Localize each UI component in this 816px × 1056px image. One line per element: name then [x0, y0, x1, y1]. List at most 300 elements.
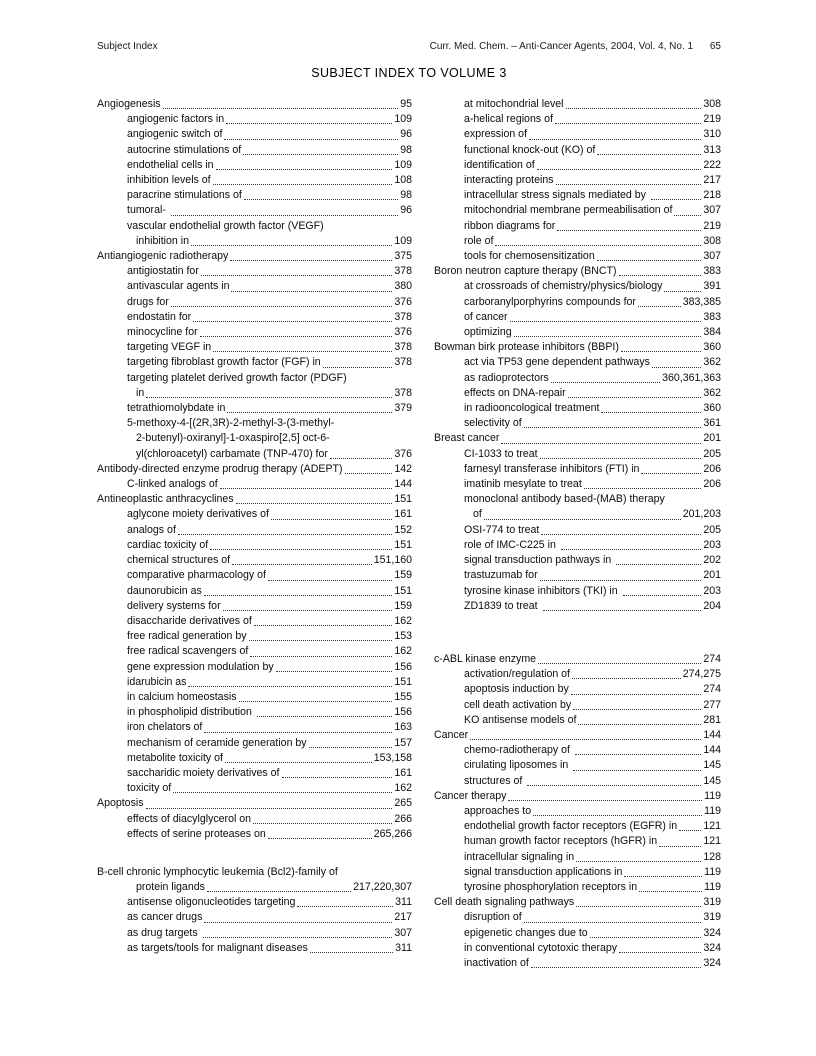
dot-leader: [309, 747, 393, 748]
dot-leader: [163, 108, 399, 109]
entry-text: antigiostatin for: [127, 265, 199, 278]
page-number: 153: [394, 630, 412, 643]
page-number: 96: [400, 204, 412, 217]
page-number: 144: [703, 728, 721, 741]
entry-text: antivascular agents in: [127, 280, 230, 293]
entry-text: saccharidic moiety derivatives of: [127, 766, 280, 779]
entry-text: vascular endothelial growth factor (VEGF): [127, 219, 324, 232]
index-entry: [97, 188, 412, 203]
dot-leader: [193, 321, 392, 322]
page-number: 201: [703, 432, 721, 445]
index-entry: [97, 644, 412, 659]
page-number: 151: [394, 675, 412, 688]
index-entry: [434, 743, 721, 758]
dot-leader: [597, 260, 702, 261]
dot-leader: [576, 906, 701, 907]
dot-leader: [561, 549, 702, 550]
entry-text: free radical scavengers of: [127, 645, 249, 658]
journal-citation: Curr. Med. Chem. – Anti-Cancer Agents, 2004, Vol. 4, No. 1: [429, 41, 694, 52]
index-entry: [434, 447, 721, 462]
page-number: 201: [703, 569, 721, 582]
dot-leader: [268, 580, 392, 581]
index-entry: [434, 941, 721, 956]
entry-text: signal transduction pathways in: [464, 554, 615, 567]
index-entry: [434, 295, 721, 310]
entry-text: tools for chemosensitization: [464, 250, 595, 263]
page-number: 152: [394, 523, 412, 536]
page-number: 376: [394, 295, 412, 308]
page-number: 311: [395, 896, 412, 909]
index-entry: [434, 568, 721, 583]
entry-text: toxicity of: [127, 782, 172, 795]
dot-leader: [624, 876, 702, 877]
entry-text: effects of diacylglycerol on: [127, 812, 252, 825]
page-number: 380: [394, 280, 412, 293]
entry-text: angiogenic factors in: [127, 113, 225, 126]
entry-text: role of: [464, 234, 494, 247]
entry-text: as targets/tools for malignant diseases: [127, 941, 308, 954]
page-number: 151,160: [373, 554, 412, 567]
entry-text: targeting VEGF in: [127, 341, 212, 354]
dot-leader: [203, 937, 393, 938]
page-number: 383: [703, 310, 721, 323]
entry-text: Angiogenesis: [97, 98, 161, 110]
page-number: 217: [703, 174, 721, 187]
index-entry: [434, 158, 721, 173]
index-entry: [97, 865, 412, 880]
dot-leader: [674, 215, 701, 216]
index-entry: [97, 568, 412, 583]
page-number: 206: [703, 478, 721, 491]
dot-leader: [225, 762, 372, 763]
index-entry: [434, 143, 721, 158]
entry-text: trastuzumab for: [464, 569, 538, 582]
page-number: 128: [703, 850, 721, 863]
index-entry: [434, 698, 721, 713]
entry-text: autocrine stimulations of: [127, 143, 242, 156]
page-number: 119: [704, 880, 721, 893]
dot-leader: [578, 724, 701, 725]
dot-leader: [638, 306, 681, 307]
page-number: 144: [394, 478, 412, 491]
index-entry: [434, 789, 721, 804]
page-number: 274: [703, 652, 721, 665]
index-entry: [434, 249, 721, 264]
page-number: 159: [394, 569, 412, 582]
index-entry: [97, 895, 412, 910]
index-entry: [434, 895, 721, 910]
page-number: 119: [704, 789, 721, 802]
entry-text: daunorubicin as: [127, 584, 202, 597]
page-number: 162: [394, 782, 412, 795]
page-number: 156: [394, 706, 412, 719]
entry-text: imatinib mesylate to treat: [464, 478, 582, 491]
index-entry: [97, 371, 412, 386]
entry-text: OSI-774 to treat: [464, 523, 540, 536]
dot-leader: [268, 838, 372, 839]
page-number: 163: [394, 721, 412, 734]
index-entry: [97, 553, 412, 568]
index-entry: [97, 705, 412, 720]
dot-leader: [616, 564, 701, 565]
entry-text: disruption of: [464, 911, 522, 924]
entry-text: targeting fibroblast growth factor (FGF) in: [127, 356, 321, 369]
page-number: 311: [395, 941, 412, 954]
dot-leader: [231, 291, 392, 292]
entry-text: CI-1033 to treat: [464, 447, 538, 460]
entry-text: Antibody-directed enzyme prodrug therapy (ADEPT): [97, 462, 343, 475]
page-number: 95: [400, 98, 412, 110]
dot-leader: [659, 846, 701, 847]
page-number: 142: [394, 462, 412, 475]
index-entry: [97, 97, 412, 112]
dot-leader: [679, 830, 701, 831]
entry-text: Cancer therapy: [434, 789, 507, 802]
dot-leader: [236, 503, 393, 504]
journal-page: [97, 41, 721, 971]
dot-leader: [253, 823, 392, 824]
page-number: 375: [394, 250, 412, 263]
index-entry: [97, 827, 412, 842]
page-number: 319: [703, 896, 721, 909]
index-entry: [434, 553, 721, 568]
entry-text: selectivity of: [464, 417, 522, 430]
entry-text: as cancer drugs: [127, 911, 203, 924]
index-entry: [434, 804, 721, 819]
page-number: 222: [703, 158, 721, 171]
page-number: 156: [394, 660, 412, 673]
page-number: 119: [704, 804, 721, 817]
index-entry: [434, 127, 721, 142]
entry-text: Antineoplastic anthracyclines: [97, 493, 234, 506]
entry-text: intracellular signaling in: [464, 850, 575, 863]
index-entry: [434, 728, 721, 743]
page-number: 308: [703, 98, 721, 110]
index-entry: [434, 774, 721, 789]
index-entry: [97, 203, 412, 218]
index-entry: [97, 325, 412, 340]
page-number: 362: [703, 356, 721, 369]
dot-leader: [171, 215, 398, 216]
index-entry: [97, 158, 412, 173]
entry-text: human growth factor receptors (hGFR) in: [464, 835, 658, 848]
entry-text: signal transduction applications in: [464, 865, 623, 878]
index-entry: [97, 386, 412, 401]
index-entry: [97, 279, 412, 294]
page-number: 324: [703, 941, 721, 954]
dot-leader: [310, 952, 393, 953]
entry-text: effects of serine proteases on: [127, 827, 266, 840]
index-entry: [434, 462, 721, 477]
dot-leader: [641, 473, 701, 474]
index-entry: [434, 926, 721, 941]
dot-leader: [178, 534, 392, 535]
page-number: 308: [703, 234, 721, 247]
entry-text: interacting proteins: [464, 174, 554, 187]
page-number: 162: [394, 614, 412, 627]
dot-leader: [527, 785, 701, 786]
entry-text: at crossroads of chemistry/physics/biology: [464, 280, 663, 293]
page-number: 319: [703, 911, 721, 924]
dot-leader: [501, 443, 701, 444]
dot-leader: [619, 275, 702, 276]
entry-text: expression of: [464, 128, 528, 141]
index-entry: [97, 538, 412, 553]
index-entry: [434, 340, 721, 355]
index-entry: [97, 675, 412, 690]
entry-text: protein ligands: [136, 880, 205, 893]
index-entry: [97, 447, 412, 462]
dot-leader: [282, 777, 393, 778]
dot-leader: [639, 891, 702, 892]
dot-leader: [244, 199, 398, 200]
dot-leader: [220, 488, 393, 489]
index-entry: [434, 713, 721, 728]
page-number: 145: [703, 774, 721, 787]
index-entry: [434, 682, 721, 697]
index-entry: [434, 880, 721, 895]
page-number: 161: [394, 766, 412, 779]
dot-leader: [538, 663, 701, 664]
index-entry: [434, 523, 721, 538]
entry-text: cardiac toxicity of: [127, 538, 209, 551]
index-entry: [97, 264, 412, 279]
index-entry: [97, 599, 412, 614]
dot-leader: [323, 367, 393, 368]
entry-text: structures of: [464, 774, 526, 787]
index-entry: [434, 310, 721, 325]
page-number: 379: [394, 402, 412, 415]
index-entry: [97, 143, 412, 158]
page-number: 217: [394, 911, 412, 924]
index-entry: [97, 462, 412, 477]
entry-text: endostatin for: [127, 310, 192, 323]
index-entry: [434, 477, 721, 492]
page-number: 162: [394, 645, 412, 658]
entry-text: in calcium homeostasis: [127, 690, 237, 703]
entry-text: apoptosis induction by: [464, 683, 569, 696]
dot-leader: [146, 397, 392, 398]
entry-text: B-cell chronic lymphocytic leukemia (Bcl2)-family of: [97, 865, 338, 878]
entry-text: of cancer: [464, 310, 508, 323]
dot-leader: [201, 275, 392, 276]
dot-leader: [171, 306, 393, 307]
page-number: 151: [394, 584, 412, 597]
index-entry: [434, 219, 721, 234]
dot-leader: [470, 739, 701, 740]
dot-leader: [572, 678, 681, 679]
entry-text: inhibition in: [136, 234, 190, 247]
index-entry: [97, 234, 412, 249]
entry-text: comparative pharmacology of: [127, 569, 266, 582]
page-number: 361: [703, 417, 721, 430]
index-entry: [434, 203, 721, 218]
page-number: 266: [394, 812, 412, 825]
dot-leader: [573, 770, 701, 771]
index-entry: [434, 599, 721, 614]
dot-leader: [584, 488, 702, 489]
index-entry: [97, 812, 412, 827]
dot-leader: [557, 230, 701, 231]
entry-text: Bowman birk protease inhibitors (BBPI): [434, 341, 619, 354]
index-entry: [97, 910, 412, 925]
dot-leader: [271, 519, 392, 520]
index-entry: [434, 188, 721, 203]
index-entry: [434, 371, 721, 386]
entry-text: in radiooncological treatment: [464, 402, 600, 415]
index-entry: [434, 355, 721, 370]
index-entry: [434, 834, 721, 849]
dot-leader: [146, 808, 393, 809]
index-entry: [97, 173, 412, 188]
page-number: 205: [703, 523, 721, 536]
index-entry: [434, 234, 721, 249]
page-number: 324: [703, 956, 721, 969]
page-number: 362: [703, 386, 721, 399]
index-entry: [434, 325, 721, 340]
entry-text: inactivation of: [464, 956, 529, 969]
entry-text: farnesyl transferase inhibitors (FTI) in: [464, 462, 640, 475]
index-entry: [97, 941, 412, 956]
dot-leader: [224, 139, 398, 140]
dot-leader: [575, 754, 701, 755]
index-entry: [434, 386, 721, 401]
entry-text: ZD1839 to treat: [464, 599, 541, 612]
page-number: 202: [703, 554, 721, 567]
index-entry: [97, 880, 412, 895]
dot-leader: [230, 260, 392, 261]
index-entry: [97, 112, 412, 127]
page-number: 274,275: [682, 668, 721, 681]
index-entry: [97, 720, 412, 735]
folio-page-number: 65: [709, 41, 721, 52]
entry-text: tyrosine phosphorylation receptors in: [464, 880, 638, 893]
page-number: 384: [703, 326, 721, 339]
entry-text: Antiangiogenic radiotherapy: [97, 250, 229, 263]
page-number: 378: [394, 310, 412, 323]
page-number: 383: [703, 265, 721, 278]
page-number: 161: [394, 508, 412, 521]
index-entry: [97, 219, 412, 234]
entry-text: intracellular stress signals mediated by: [464, 189, 649, 202]
entry-text: mitochondrial membrane permeabilisation of: [464, 204, 673, 217]
index-entry: [97, 629, 412, 644]
dot-leader: [568, 397, 702, 398]
page-number: 96: [400, 128, 412, 141]
dot-leader: [510, 321, 702, 322]
entry-text: tetrathiomolybdate in: [127, 402, 226, 415]
index-entry: [434, 112, 721, 127]
entry-text: as drug targets: [127, 926, 201, 939]
entry-text: KO antisense models of: [464, 713, 577, 726]
page-number: 109: [394, 234, 412, 247]
entry-text: optimizing: [464, 326, 512, 339]
entry-text: tumoral-: [127, 204, 169, 217]
entry-text: in conventional cytotoxic therapy: [464, 941, 618, 954]
entry-text: monoclonal antibody based-(MAB) therapy: [464, 493, 665, 506]
index-entry: [97, 249, 412, 264]
index-entry: [434, 401, 721, 416]
entry-text: chemo-radiotherapy of: [464, 744, 573, 757]
entry-text: analogs of: [127, 523, 176, 536]
dot-leader: [601, 412, 701, 413]
page-number: 98: [400, 189, 412, 202]
page-number: 205: [703, 447, 721, 460]
index-entry: [434, 431, 721, 446]
dot-leader: [239, 701, 393, 702]
page-number: 313: [703, 143, 721, 156]
index-entry: [97, 796, 412, 811]
dot-leader: [573, 709, 701, 710]
dot-leader: [276, 671, 393, 672]
page-number: 121: [703, 835, 721, 848]
page-number: 360: [703, 341, 721, 354]
entry-text: ribbon diagrams for: [464, 219, 556, 232]
entry-text: antisense oligonucleotides targeting: [127, 896, 296, 909]
index-entry: [97, 477, 412, 492]
entry-text: chemical structures of: [127, 554, 231, 567]
page-number: 119: [704, 865, 721, 878]
index-entry: [97, 614, 412, 629]
page-number: 378: [394, 356, 412, 369]
entry-text: aglycone moiety derivatives of: [127, 508, 269, 521]
dot-leader: [619, 952, 701, 953]
index-entry: [97, 295, 412, 310]
entry-text: activation/regulation of: [464, 668, 571, 681]
index-entry: [97, 431, 412, 446]
page-number: 121: [703, 820, 721, 833]
page-number: 219: [703, 113, 721, 126]
entry-text: iron chelators of: [127, 721, 203, 734]
page-number: 265,266: [373, 827, 412, 840]
index-entry: [434, 492, 721, 507]
dot-leader: [345, 473, 393, 474]
dot-leader: [188, 686, 392, 687]
entry-text: paracrine stimulations of: [127, 189, 242, 202]
running-header-citation: [430, 41, 721, 52]
dot-leader: [249, 640, 393, 641]
page-number: 151: [394, 493, 412, 506]
index-entry: [434, 584, 721, 599]
page-number: 144: [703, 744, 721, 757]
index-entry: [434, 910, 721, 925]
dot-leader: [227, 412, 392, 413]
entry-text: approaches to: [464, 804, 532, 817]
index-entry: [97, 401, 412, 416]
dot-leader: [576, 861, 701, 862]
entry-text: yl(chloroacetyl) carbamate (TNP-470) for: [136, 447, 328, 460]
page-number: 360,361,363: [662, 371, 721, 384]
index-entry: [434, 865, 721, 880]
entry-text: c-ABL kinase enzyme: [434, 652, 537, 665]
dot-leader: [555, 123, 701, 124]
index-entry: [97, 355, 412, 370]
page-number: 277: [703, 698, 721, 711]
page-number: 274: [703, 683, 721, 696]
dot-leader: [623, 595, 702, 596]
page-number: 203: [703, 584, 721, 597]
entry-text: metabolite toxicity of: [127, 751, 223, 764]
entry-text: role of IMC-C225 in: [464, 538, 559, 551]
entry-text: cirulating liposomes in: [464, 759, 572, 772]
dot-leader: [207, 891, 351, 892]
page-number: 204: [703, 599, 721, 612]
page-number: 378: [394, 386, 412, 399]
index-entry: [97, 127, 412, 142]
page-number: 307: [394, 926, 412, 939]
dot-leader: [250, 656, 392, 657]
dot-leader: [297, 906, 393, 907]
